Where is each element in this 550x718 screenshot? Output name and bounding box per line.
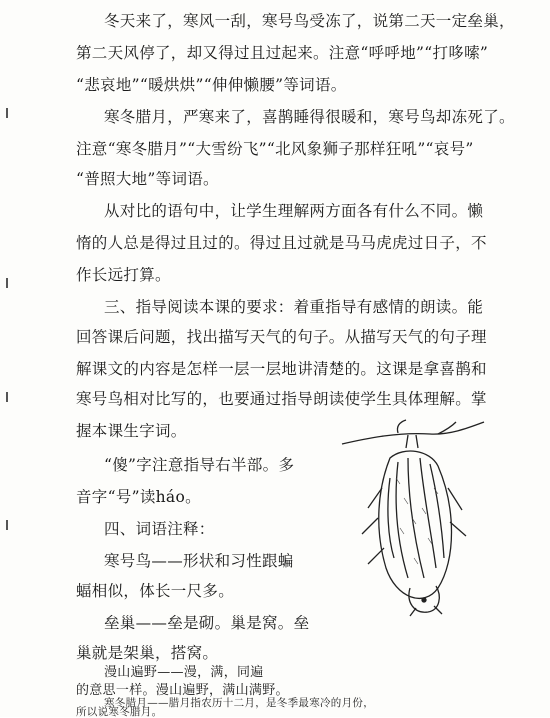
text-line: 解课文的内容是怎样一层一层地讲清楚的。这课是拿喜鹊和 <box>76 360 487 378</box>
text-line: 冬天来了，寒风一刮，寒号鸟受冻了，说第二天一定垒巢， <box>104 12 515 30</box>
text-line: 四、词语注释： <box>104 520 215 538</box>
scan-edge-mark <box>6 520 8 530</box>
text-line: 垒巢——垒是砌。巢是窝。垒 <box>104 614 310 632</box>
text-line: 寒号鸟相对比写的，也要通过指导朗读使学生具体理解。掌 <box>76 390 487 408</box>
scan-edge-mark <box>6 278 8 288</box>
text-line: 惰的人总是得过且过的。得过且过就是马马虎虎过日子，不 <box>76 234 487 252</box>
text-line: 漫山遍野——漫，满，同遍 <box>104 665 264 680</box>
scan-edge-mark <box>6 108 8 118</box>
text-line: “傻”字注意指导右半部。多 <box>104 456 295 474</box>
text-line: 寒冬腊月，严寒来了，喜鹊睡得很暖和，寒号鸟却冻死了。 <box>104 108 515 126</box>
text-line: 寒号鸟——形状和习性跟蝙 <box>104 552 294 570</box>
scan-edge-mark <box>6 392 8 402</box>
text-line: 第二天风停了，却又得过且过起来。注意“呼呼地”“打哆嗦” <box>76 44 489 62</box>
text-line: 所以说寒冬腊月。 <box>76 706 163 718</box>
bat-illustration <box>338 418 488 618</box>
text-line: 的意思一样。漫山遍野，满山满野。 <box>76 683 289 698</box>
text-line: “普照大地”等词语。 <box>76 170 219 188</box>
text-line: 作长远打算。 <box>76 266 171 284</box>
text-line: 寒冬腊月——腊月指农历十二月，是冬季最寒冷的月份， <box>104 697 374 709</box>
text-line: 握本课生字词。 <box>76 422 187 440</box>
text-line: 从对比的语句中，让学生理解两方面各有什么不同。懒 <box>104 202 484 220</box>
text-line: 蝠相似，体长一尺多。 <box>76 582 235 600</box>
text-line: 音字“号”读háo。 <box>76 488 201 506</box>
text-line: 巢就是架巢，搭窝。 <box>76 644 219 662</box>
text-line: 注意“寒冬腊月”“大雪纷飞”“北风象狮子那样狂吼”“哀号” <box>76 140 474 158</box>
text-line: 三、指导阅读本课的要求：着重指导有感情的朗读。能 <box>104 298 484 316</box>
text-line: “悲哀地”“暖烘烘”“伸伸懒腰”等词语。 <box>76 76 347 94</box>
text-line: 回答课后问题，找出描写天气的句子。从描写天气的句子理 <box>76 328 487 346</box>
